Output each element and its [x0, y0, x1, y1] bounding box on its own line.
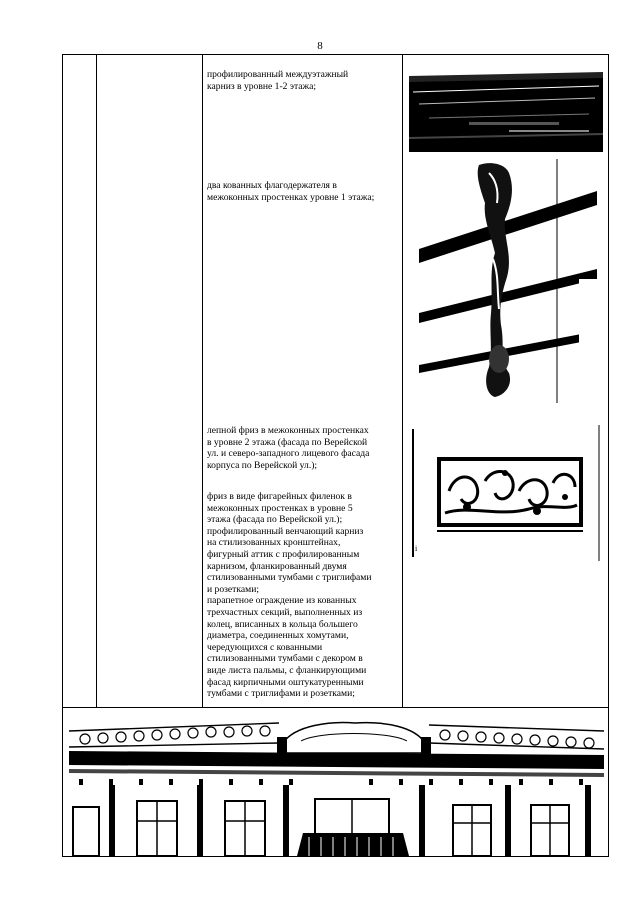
- svg-text:і: і: [415, 544, 418, 553]
- column-divider: [202, 55, 203, 707]
- flag-holder-photo: [419, 159, 597, 403]
- column-divider: [96, 55, 97, 707]
- page-number: 8: [317, 40, 323, 52]
- cornice-photo: [409, 68, 603, 152]
- row-1-description: профилированный междуэтажный карниз в уровне 1-2 этажа;: [207, 69, 349, 92]
- document-table: [62, 54, 609, 857]
- facade-photo: [69, 713, 604, 856]
- frieze-photo: [409, 421, 603, 563]
- row-divider: [63, 707, 608, 708]
- row-4-description: фриз в виде фигарейных филенок в межоконных простенках в уровне 5 этажа (фасада по Верейской ул.); профилированный венчающий карниз на стилизованных кронштейнах, фигурный аттик с профилированным карнизом, фланкированный двумя стилизованными тумбами с триглифами и розетками; парапетное ограждение из кованных трехчастных секций, выполненных из колец, вписанных в кольца большего диаметра, соединенных хомутами, чередующихся с кованными стилизованными тумбами с декором в виде листа пальмы, с фланкирующими фасад кирпичными оштукатуренными тумбами с триглифами и розетками;: [207, 491, 372, 700]
- row-2-description: два кованных флагодержателя в межоконных простенках уровне 1 этажа;: [207, 180, 375, 203]
- row-3-description: лепной фриз в межоконных простенках в уровне 2 этажа (фасада по Верейской ул. и северо-западного лицевого фасада корпуса по Верейской ул.);: [207, 425, 370, 471]
